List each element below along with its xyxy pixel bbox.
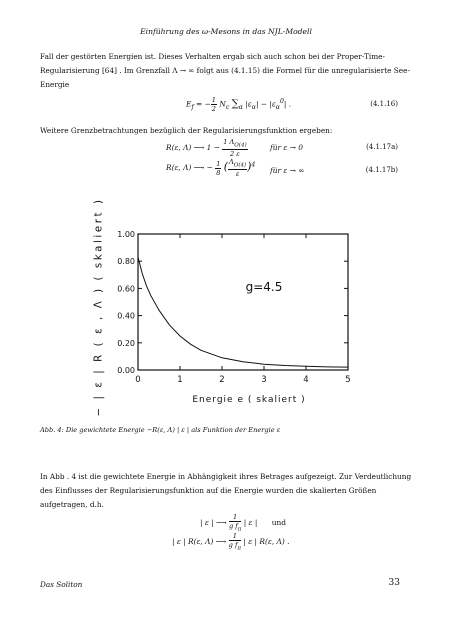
energy-chart [100,222,370,418]
equation-number-4-1-17b: (4.1.17b) [365,166,398,174]
x-axis-label: Energie e ( skaliert ) [192,395,306,405]
y-tick-label: 0.00 [117,366,135,375]
equation-4-1-16: $E_f$ = − $\frac{1}{2}$ $N_c$ $\sum_\alpha$ $|\varepsilon_\alpha| - |\varepsilon_\alpha^0|$ . [186,96,292,113]
plot-frame [138,234,348,370]
page-number: 33 [388,578,400,588]
x-tick-label: 3 [261,375,267,385]
footer-chapter: Das Soliton [40,580,83,589]
figure-caption: Abb. 4: Die gewichtete Energie −R(ε, Λ) | ε | als Funktion der Energie ε [40,426,281,434]
equation-scaled-energy: | ε | ⟶ $\frac{1}{g f_\pi}$ | ε | und [200,513,286,533]
paragraph-2: Weitere Grenzbetrachtungen bezüglich der Regularisierungsfunktion ergeben: [40,126,333,135]
y-tick-label: 0.40 [117,311,135,321]
x-tick-label: 4 [303,375,309,385]
x-tick-label: 1 [177,375,183,385]
x-tick-label: 2 [219,375,225,385]
equation-4-1-17b-condition: für ε → ∞ [270,166,305,175]
paragraph-1: Fall der gestörten Energien ist. Dieses Verhalten ergab sich auch schon bei der Proper-Time-Regularisierung [64] . Im Grenzfall Λ → ∞ folgt aus (4.1.15) die Formel für die unregularisierte See-Energie [40,52,410,89]
equation-scaled-weighted-energy: | ε | R(ε, Λ) ⟶ $\frac{1}{g f_\pi}$ | ε | R(ε, Λ) . [172,532,290,552]
y-tick-label: 0.20 [117,338,135,348]
y-tick-label: 0.80 [117,257,135,267]
x-tick-label: 0 [135,375,141,385]
equation-number-4-1-17a: (4.1.17a) [366,143,398,151]
data-series-line [138,257,348,367]
y-tick-label: 0.60 [117,284,135,294]
x-tick-label: 5 [345,375,351,385]
chart-annotation: g=4.5 [245,280,283,295]
y-tick-label: 1.00 [117,230,135,239]
equation-4-1-17b: R(ε, Λ) ⟶ − $\frac{1}{8}$ ( $\frac{\Lambda_{O(4)}}{\varepsilon}$ )$^4$ [166,158,256,179]
equation-4-1-17a-condition: für ε → 0 [270,143,303,152]
chart-y-axis-label: − | ε | R ( ε , Λ ) ( skaliert ) [93,197,105,417]
equation-4-1-17a: R(ε, Λ) ⟶ 1 − $\frac{1 \Lambda_{O(4)}}{2 \varepsilon}$ [166,138,247,159]
running-header: Einführung des ω-Mesons in das NJL-Modell [140,27,312,36]
paragraph-3: In Abb . 4 ist die gewichtete Energie in Abhängigkeit ihres Betrages aufgezeigt. Zur Verdeutlichung des Einflusses der Regularisierungsfunktion auf die Energie wurden die skalierten Größen aufgetragen, d.h. [40,472,412,509]
equation-number-4-1-16: (4.1.16) [370,100,398,108]
